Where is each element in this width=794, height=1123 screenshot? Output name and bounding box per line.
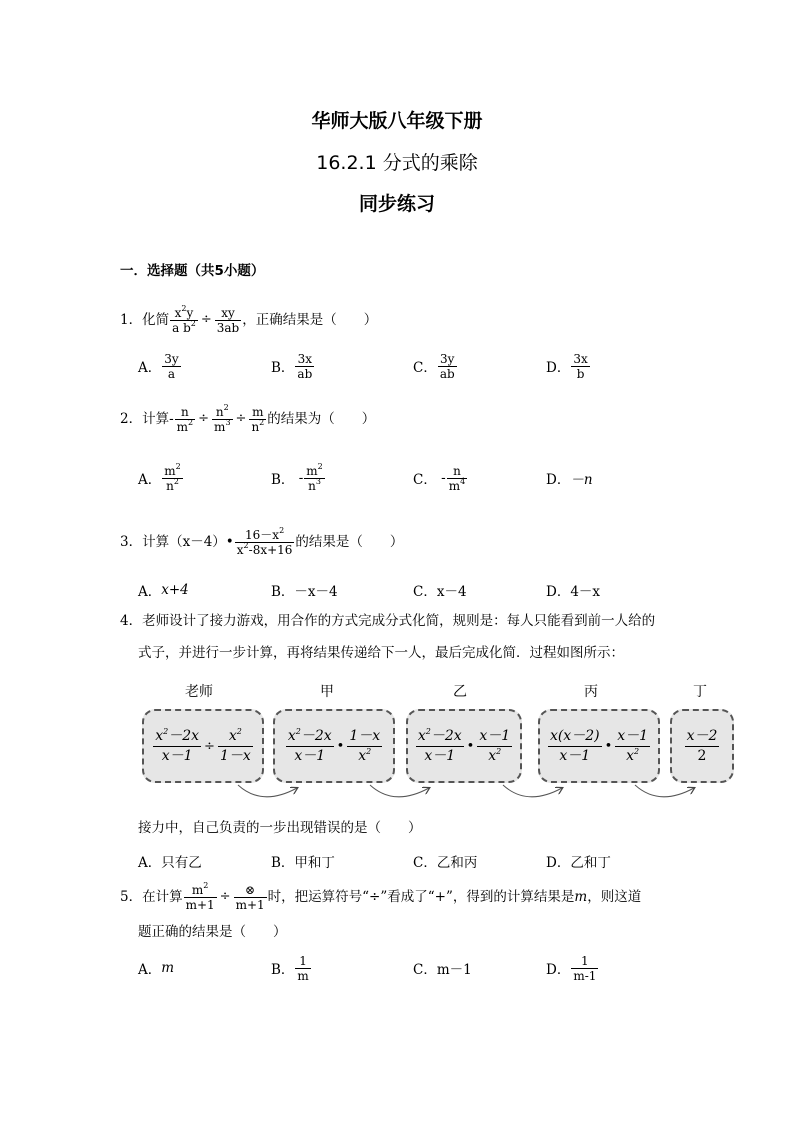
q1-option-d[interactable]: D． $\frac{3x}{b}$ (546, 351, 588, 381)
role-ding: 丁 (693, 684, 707, 700)
q1-frac-2: $\frac{xy}{3ab}$ (216, 305, 240, 335)
q5-tail: ，则这道 (587, 889, 642, 905)
role-yi: 乙 (453, 684, 467, 700)
q2-prefix: 2．计算 (120, 411, 170, 427)
role-teacher: 老师 (185, 684, 213, 700)
doc-title: 华师大版八年级下册 (311, 110, 483, 132)
relay-arrows (0, 775, 794, 815)
q4-option-b[interactable]: B． 甲和丁 (271, 855, 335, 871)
q4-option-c[interactable]: C． 乙和丙 (413, 855, 478, 871)
relay-card-jia: $\frac{x^2-2x}{x-1}$ • $\frac{1-x}{x^2}$ (273, 709, 395, 783)
relay-card-yi: $\frac{x^2-2x}{x-1}$ • $\frac{x-1}{x^2}$ (406, 709, 522, 783)
q4-line-2: 式子，并进行一步计算，再将结果传递给下一人，最后完成化简．过程如图所示： (138, 645, 624, 661)
q3-prefix: 3．计算（x－4）• (120, 534, 234, 550)
q2-option-b[interactable]: B． - $\frac{m^2}{n^3}$ (271, 461, 323, 493)
doc-subtitle: 16.2.1 分式的乘除 (316, 152, 478, 174)
q3-frac: $\frac{16-x^2}{x^2-8x+16}$ (236, 525, 293, 557)
relay-card-bing: $\frac{x(x-2)}{x-1}$ • $\frac{x-1}{x^2}$ (538, 709, 660, 783)
q5-middle: 时，把运算符号“÷”看成了“+”，得到的计算结果是 (267, 889, 575, 905)
q1-option-c[interactable]: C． $\frac{3y}{ab}$ (413, 351, 455, 381)
q3-option-d[interactable]: D． 4－x (546, 584, 601, 600)
role-bing: 丙 (584, 684, 598, 700)
q3-option-c[interactable]: C． x－4 (413, 584, 467, 600)
q2-frac-3: $\frac{m}{n^2}$ (251, 404, 265, 434)
q2-frac-2: $\frac{n^2}{m^3}$ (214, 402, 231, 434)
q5-prefix: 5．在计算 (120, 889, 183, 905)
q2-option-c[interactable]: C． - $\frac{n}{m^4}$ (413, 463, 466, 493)
q5-var: m (574, 889, 588, 905)
question-3 (120, 520, 403, 564)
section-title: 一．选择题（共5小题） (120, 263, 265, 279)
q5-option-b[interactable]: B． $\frac{1}{m}$ (271, 953, 309, 983)
q2-frac-1: $\frac{n}{m^2}$ (176, 404, 194, 434)
question-5: 5．在计算 $\frac{m^2}{m+1}$ ÷ $\frac{\otimes}{m+1}$ 时，把运算符号“÷”看成了“+”，得到的计算结果是 m ，则这道 (120, 880, 642, 912)
q1-suffix: ，正确结果是（ ） (242, 312, 378, 328)
question-2: 2．计算 - $\frac{n}{m^2}$ ÷ $\frac{n^2}{m^3}$ ÷ $\frac{m}{n^2}$ 的结果为（ ） (120, 402, 376, 434)
role-jia: 甲 (320, 684, 334, 700)
question-1: 1．化简 $\frac{x^2y}{a b^2}$ ÷ $\frac{xy}{3ab}$ ，正确结果是（ ） (120, 303, 378, 335)
q1-option-a[interactable]: A． $\frac{3y}{a}$ (138, 351, 179, 381)
q5-option-d[interactable]: D． $\frac{1}{m-1}$ (546, 953, 597, 983)
q5-frac-1: $\frac{m^2}{m+1}$ (185, 880, 215, 912)
q3-option-a[interactable]: A． x+4 (138, 582, 189, 600)
q4-option-a[interactable]: A． 只有乙 (138, 855, 202, 871)
q4-question: 接力中，自己负责的一步出现错误的是（ ） (138, 820, 422, 836)
q1-frac-1: $\frac{x^2y}{a b^2}$ (172, 303, 196, 335)
q4-line-1: 4．老师设计了接力游戏，用合作的方式完成分式化简，规则是：每人只能看到前一人给的 (120, 613, 656, 629)
doc-heading: 同步练习 (358, 193, 435, 215)
q2-option-d[interactable]: D． －n (546, 472, 593, 488)
relay-card-ding: $\frac{x-2}{2}$ (670, 709, 734, 783)
q5-frac-2: $\frac{\otimes}{m+1}$ (235, 882, 265, 912)
q3-suffix: 的结果是（ ） (295, 534, 404, 550)
q2-suffix: 的结果为（ ） (267, 411, 376, 427)
q1-prefix: 1．化简 (120, 312, 170, 328)
q5-line-2: 题正确的结果是（ ） (138, 924, 287, 940)
q3-option-b[interactable]: B． －x－4 (271, 584, 338, 600)
relay-card-teacher: $\frac{x^2-2x}{x-1}$ ÷ $\frac{x^2}{1-x}$ (142, 709, 264, 783)
q5-option-c[interactable]: C． m－1 (413, 962, 472, 978)
q1-option-b[interactable]: B． $\frac{3x}{ab}$ (271, 351, 313, 381)
q4-option-d[interactable]: D． 乙和丁 (546, 855, 611, 871)
q2-option-a[interactable]: A． $\frac{m^2}{n^2}$ (138, 461, 181, 493)
q5-option-a[interactable]: A． m (138, 960, 175, 978)
